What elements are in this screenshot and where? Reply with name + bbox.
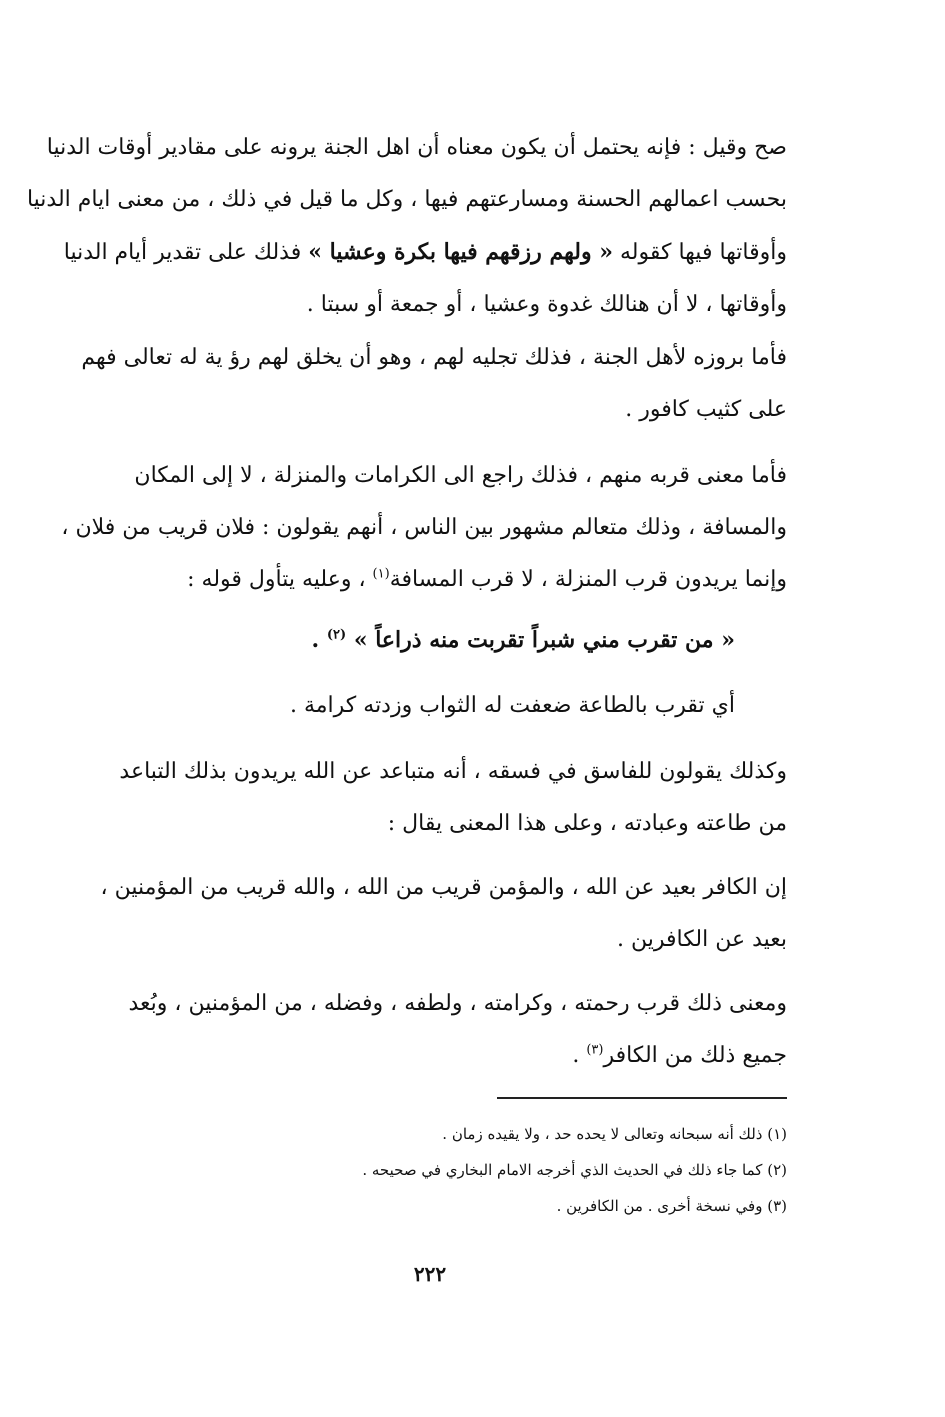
footnotes bbox=[72, 1116, 787, 1224]
text-segment: . bbox=[311, 627, 320, 653]
text-segment: جميع ذلك من الكافر bbox=[603, 1043, 787, 1068]
footnote-1: (١) ذلك أنه سبحانه وتعالى لا يحده حد ، ولا يقيده زمان . bbox=[442, 1125, 787, 1143]
hadith-text: « من تقرب مني شبراً تقربت منه ذراعاً » bbox=[353, 627, 735, 653]
text-line: على كثيب كافور . bbox=[625, 397, 787, 422]
text-line bbox=[63, 226, 787, 279]
footnote-ref: (٢) bbox=[326, 627, 347, 643]
text-line bbox=[135, 614, 735, 666]
text-segment: فذلك على تقدير أيام الدنيا bbox=[63, 240, 302, 265]
text-line: وأوقاتها ، لا أن هنالك غدوة وعشيا ، أو جمعة أو سبتا . bbox=[306, 292, 787, 317]
text-line: ومعنى ذلك قرب رحمته ، وكرامته ، ولطفه ، وفضله ، من المؤمنين ، وبُعد bbox=[128, 991, 787, 1016]
quran-quote: « ولهم رزقهم فيها بكرة وعشيا » bbox=[308, 239, 613, 265]
text-segment: وأوقاتها فيها كقوله bbox=[620, 240, 787, 265]
text-line: صح وقيل : فإنه يحتمل أن يكون معناه أن اهل الجنة يرونه على مقادير أوقات الدنيا bbox=[46, 135, 787, 160]
text-segment: وإنما يريدون قرب المنزلة ، لا قرب المسافة bbox=[389, 567, 787, 592]
text-line: وكذلك يقولون للفاسق في فسقه ، أنه متباعد عن الله يريدون بذلك التباعد bbox=[119, 759, 787, 784]
text-line: إن الكافر بعيد عن الله ، والمؤمن قريب من الله ، والله قريب من المؤمنين ، bbox=[100, 875, 787, 900]
paragraph-3 bbox=[61, 450, 787, 606]
text-segment: ، وعليه يتأول قوله : bbox=[187, 567, 366, 592]
text-line: من طاعته وعبادته ، وعلى هذا المعنى يقال : bbox=[387, 811, 787, 836]
footnote-divider bbox=[497, 1097, 787, 1099]
footnote-2: (٢) كما جاء ذلك في الحديث الذي أخرجه الامام البخاري في صحيحه . bbox=[362, 1161, 787, 1179]
footnote-ref: (٣) bbox=[586, 1042, 604, 1058]
text-line: فأما بروزه لأهل الجنة ، فذلك تجليه لهم ، وهو أن يخلق لهم رؤ ية له تعالى فهم bbox=[81, 345, 787, 370]
paragraph-6 bbox=[72, 746, 787, 850]
text-line: أي تقرب بالطاعة ضعفت له الثواب وزدته كرامة . bbox=[289, 693, 735, 718]
text-line: بعيد عن الكافرين . bbox=[617, 927, 787, 952]
text-line bbox=[72, 554, 787, 606]
paragraph-1 bbox=[26, 122, 787, 331]
hadith-quote bbox=[135, 614, 735, 666]
text-line: فأما معنى قربه منهم ، فذلك راجع الى الكرامات والمنزلة ، لا إلى المكان bbox=[134, 463, 787, 488]
text-segment: . bbox=[572, 1043, 580, 1068]
page-number: ٢٢٢ bbox=[413, 1262, 447, 1286]
text-line: والمسافة ، وذلك متعالم مشهور بين الناس ، أنهم يقولون : فلان قريب من فلان ، bbox=[61, 515, 787, 540]
text-line: بحسب اعمالهم الحسنة ومسارعتهم فيها ، وكل ما قيل في ذلك ، من معنى ايام الدنيا bbox=[26, 187, 787, 212]
footnote-ref: (١) bbox=[372, 566, 390, 582]
text-line bbox=[72, 1030, 787, 1082]
paragraph-5 bbox=[135, 680, 735, 732]
paragraph-7 bbox=[72, 862, 787, 966]
paragraph-2 bbox=[72, 332, 787, 436]
paragraph-8 bbox=[72, 978, 787, 1082]
footnote-3: (٣) وفي نسخة أخرى . من الكافرين . bbox=[556, 1197, 787, 1215]
